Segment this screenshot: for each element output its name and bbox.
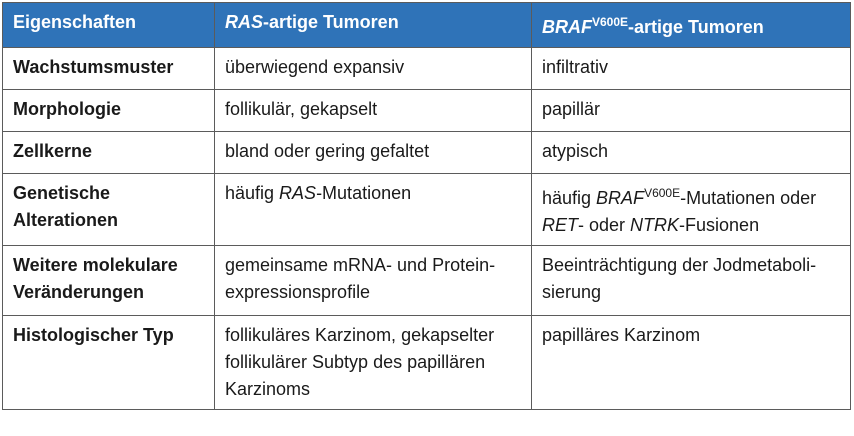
ras-cell: [215, 246, 532, 316]
ras-cell: follikulär, gekapselt: [215, 90, 532, 132]
row-label: Wachstumsmuster: [3, 48, 215, 90]
row-label: [3, 174, 215, 246]
braf-cell: infiltrativ: [532, 48, 851, 90]
braf-cell: [532, 174, 851, 246]
header-properties-label: Eigenschaften: [13, 12, 137, 32]
gene-name: RET: [542, 215, 578, 235]
header-properties: [3, 3, 215, 48]
header-braf-tumors: [532, 3, 851, 48]
cell-text: follikulärer Subtyp des papillären: [225, 352, 486, 372]
row-label-line: Veränderungen: [13, 282, 145, 302]
cell-text: follikuläres Karzinom, gekapselter: [225, 325, 495, 345]
row-label: Histologischer Typ: [3, 316, 215, 410]
cell-text: sierung: [542, 282, 602, 302]
table-row-morphology: [3, 90, 851, 132]
braf-cell: papillär: [532, 90, 851, 132]
header-ras-tumors: [215, 3, 532, 48]
cell-text: - oder: [578, 215, 631, 235]
cell-text: -Mutationen oder: [680, 188, 817, 208]
cell-text: expressionsprofile: [225, 282, 371, 302]
header-braf-suffix: -artige Tumoren: [628, 17, 764, 37]
header-braf-superscript: V600E: [592, 15, 629, 29]
braf-cell: atypisch: [532, 132, 851, 174]
table-row-histological-type: [3, 316, 851, 410]
header-ras-gene: RAS: [225, 12, 264, 32]
row-label: Zellkerne: [3, 132, 215, 174]
ras-cell: überwiegend expansiv: [215, 48, 532, 90]
cell-text: häufig: [225, 183, 280, 203]
ras-cell: bland oder gering gefaltet: [215, 132, 532, 174]
cell-text: häufig: [542, 188, 597, 208]
cell-text: -Fusionen: [679, 215, 760, 235]
gene-name: NTRK: [630, 215, 680, 235]
header-braf-gene: BRAF: [542, 17, 592, 37]
braf-cell: papilläres Karzinom: [532, 316, 851, 410]
cell-text: Karzinoms: [225, 379, 311, 399]
table-row-growth-pattern: [3, 48, 851, 90]
gene-name: BRAF: [596, 188, 645, 208]
ras-cell: [215, 174, 532, 246]
cell-text: Beeinträchtigung der Jodmetaboli-: [542, 255, 817, 275]
header-ras-suffix: -artige Tumoren: [263, 12, 399, 32]
table-header: [3, 3, 851, 48]
gene-superscript: V600E: [644, 186, 681, 200]
gene-name: RAS: [279, 183, 317, 203]
ras-cell: [215, 316, 532, 410]
table-row-molecular-changes: [3, 246, 851, 316]
row-label-line: Weitere molekulare: [13, 255, 178, 275]
row-label: Morphologie: [3, 90, 215, 132]
table-body: [3, 48, 851, 410]
braf-cell: [532, 246, 851, 316]
header-row: [3, 3, 851, 48]
comparison-table-wrapper: [2, 2, 851, 410]
row-label-line: Genetische: [13, 183, 111, 203]
cell-text: -Mutationen: [316, 183, 412, 203]
row-label: [3, 246, 215, 316]
comparison-table: [2, 2, 851, 410]
table-row-nuclei: [3, 132, 851, 174]
table-row-genetic-alterations: [3, 174, 851, 246]
cell-text: gemeinsame mRNA- und Protein-: [225, 255, 496, 275]
row-label-line: Alterationen: [13, 210, 119, 230]
